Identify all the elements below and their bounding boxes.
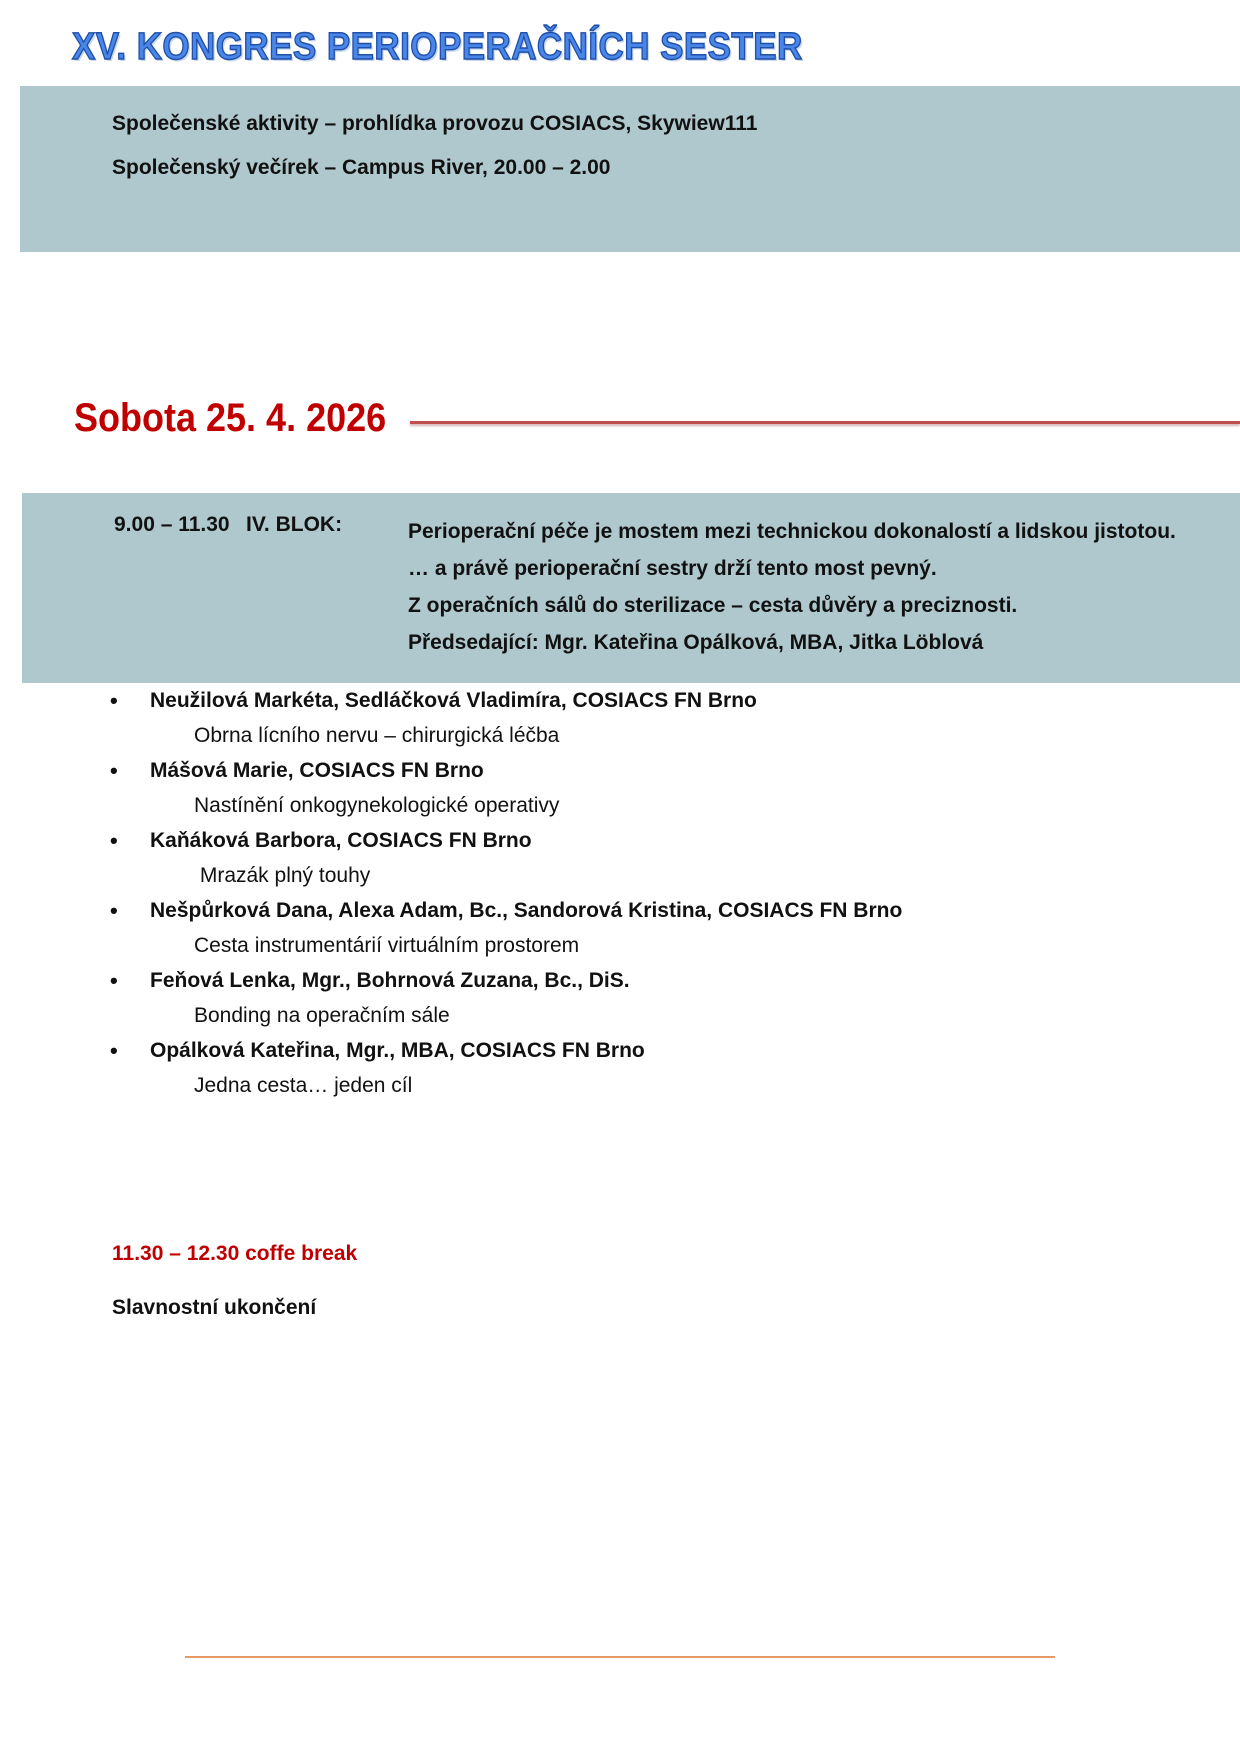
social-activity-line: Společenské aktivity – prohlídka provozu COSIACS, Skywiew111 [112,112,758,135]
congress-title: XV. KONGRES PERIOPERAČNÍCH SESTER [72,26,803,68]
bullet-icon: • [110,828,118,853]
talk-item [110,893,1150,963]
block-iv-panel [22,493,1240,683]
talk-title: Obrna lícního nervu – chirurgická léčba [194,724,560,747]
closing-ceremony-line: Slavnostní ukončení [112,1296,317,1319]
talk-title: Bonding na operačním sále [194,1004,450,1027]
talk-item [110,1033,1150,1103]
bullet-icon: • [110,898,118,923]
block-time: 9.00 – 11.30 [114,513,230,536]
block-description-line: Perioperační péče je mostem mezi technickou dokonalostí a lidskou jistotou. [408,520,1176,543]
talk-authors: Opálková Kateřina, Mgr., MBA, COSIACS FN Brno [150,1039,645,1062]
talk-list [110,683,1150,1103]
talk-title: Cesta instrumentárií virtuálním prostorem [194,934,580,957]
block-description-line: Z operačních sálů do sterilizace – cesta důvěry a preciznosti. [408,594,1018,617]
block-description-line: … a právě perioperační sestry drží tento most pevný. [408,557,937,580]
talk-authors: Kaňáková Barbora, COSIACS FN Brno [150,829,532,852]
talk-item [110,683,1150,753]
coffee-break-line: 11.30 – 12.30 coffe break [112,1242,358,1265]
heading-divider [410,421,1240,424]
block-label: IV. BLOK: [246,513,343,536]
talk-title: Jedna cesta… jeden cíl [194,1074,413,1097]
talk-item [110,823,1150,893]
block-description [408,513,1176,661]
talk-item [110,753,1150,823]
talk-title: Nastínění onkogynekologické operativy [194,794,560,817]
social-activities-panel [20,86,1240,252]
talk-authors: Feňová Lenka, Mgr., Bohrnová Zuzana, Bc., DiS. [150,969,630,992]
talk-title: Mrazák plný touhy [194,864,371,887]
talk-authors: Mášová Marie, COSIACS FN Brno [150,759,484,782]
block-chairs-line: Předsedající: Mgr. Kateřina Opálková, MBA, Jitka Löblová [408,631,984,654]
social-evening-line: Společenský večírek – Campus River, 20.00 – 2.00 [112,156,611,179]
footer-divider [185,1656,1055,1658]
saturday-heading: Sobota 25. 4. 2026 [74,396,387,440]
bullet-icon: • [110,758,118,783]
bullet-icon: • [110,1038,118,1063]
talk-item [110,963,1150,1033]
talk-authors: Nešpůrková Dana, Alexa Adam, Bc., Sandorová Kristina, COSIACS FN Brno [150,899,903,922]
bullet-icon: • [110,688,118,713]
bullet-icon: • [110,968,118,993]
talk-authors: Neužilová Markéta, Sedláčková Vladimíra, COSIACS FN Brno [150,689,757,712]
